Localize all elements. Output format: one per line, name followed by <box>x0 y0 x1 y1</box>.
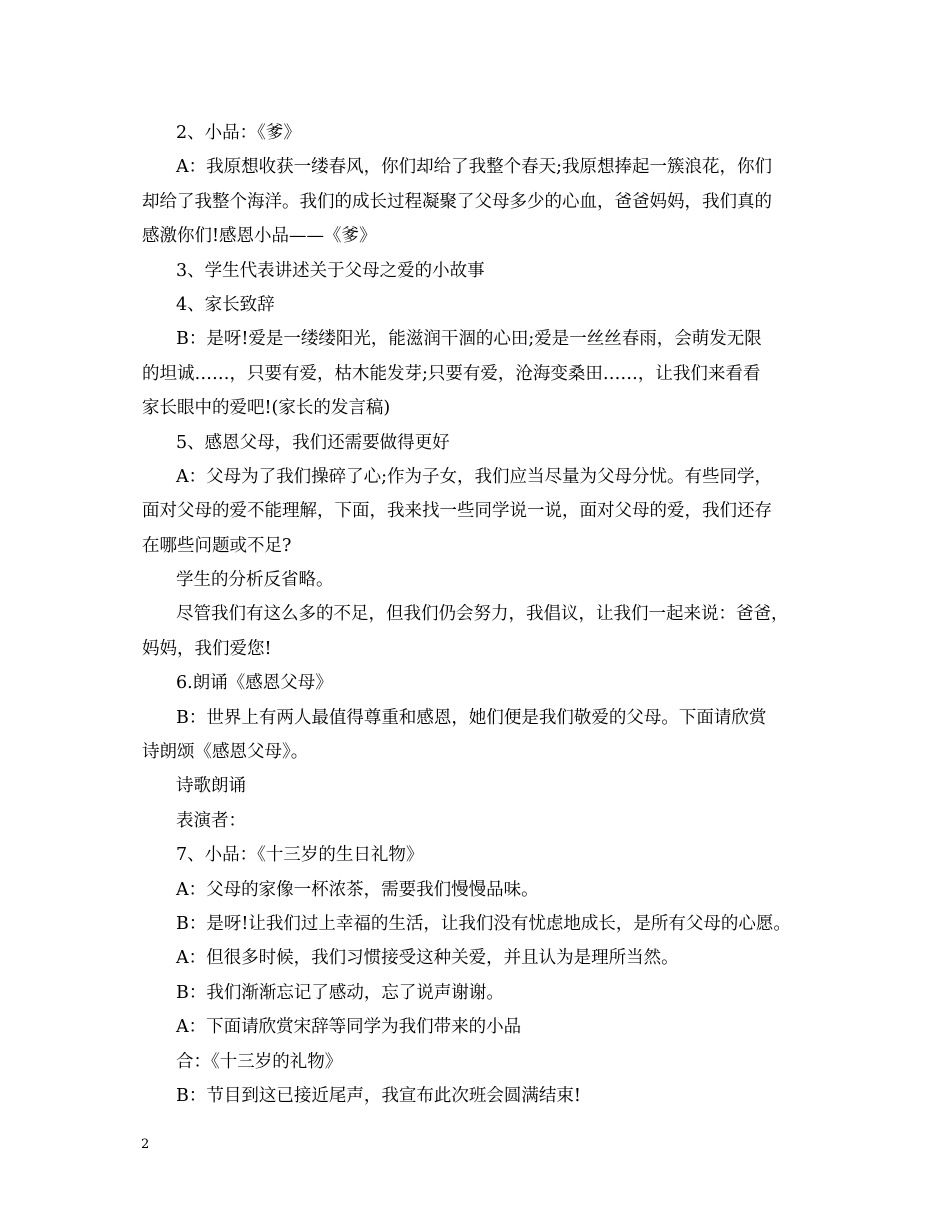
text-line: 学生的分析反省略。 <box>176 570 334 591</box>
text-line: 感激你们!感恩小品——《爹》 <box>142 226 377 247</box>
text-line: 合：《十三岁的礼物》 <box>176 1051 343 1072</box>
text-line: A：父母的家像一杯浓茶，需要我们慢慢品味。 <box>176 879 539 900</box>
text-line: B：世界上有两人最值得尊重和感恩，她们便是我们敬爱的父母。下面请欣赏 <box>176 707 767 728</box>
text-line: B：是呀!让我们过上幸福的生活，让我们没有忧虑地成长，是所有父母的心愿。 <box>176 913 791 934</box>
text-line: 尽管我们有这么多的不足，但我们仍会努力，我倡议，让我们一起来说：爸爸， <box>176 604 789 625</box>
text-line: 诗朗颂《感恩父母》。 <box>142 742 309 763</box>
text-line: A：但很多时候，我们习惯接受这种关爱，并且认为是理所当然。 <box>176 948 679 969</box>
text-line: 5、感恩父母，我们还需要做得更好 <box>176 432 450 453</box>
text-line: 4、家长致辞 <box>176 294 275 315</box>
text-line: 7、小品：《十三岁的生日礼物》 <box>176 845 424 866</box>
page-number: 2 <box>141 1137 150 1152</box>
text-line: 却给了我整个海洋。我们的成长过程凝聚了父母多少的心血，爸爸妈妈，我们真的 <box>142 191 772 212</box>
text-line: B：节目到这已接近尾声，我宣布此次班会圆满结束! <box>176 1085 581 1106</box>
text-line: 2、小品：《爹》 <box>176 123 301 143</box>
document-body <box>142 116 832 1113</box>
text-line: 的坦诚……，只要有爱，枯木能发芽;只要有爱，沧海变桑田……，让我们来看看 <box>142 363 761 384</box>
text-line: A：我原想收获一缕春风，你们却给了我整个春天;我原想捧起一簇浪花，你们 <box>176 157 773 178</box>
text-line: B：是呀!爱是一缕缕阳光，能滋润干涸的心田;爱是一丝丝春雨，会萌发无限 <box>176 329 762 350</box>
text-line: 诗歌朗诵 <box>176 776 246 797</box>
text-line: A：父母为了我们操碎了心;作为子女，我们应当尽量为父母分忧。有些同学， <box>176 466 773 487</box>
text-line: B：我们渐渐忘记了感动，忘了说声谢谢。 <box>176 982 504 1003</box>
text-line: A：下面请欣赏宋辞等同学为我们带来的小品 <box>176 1017 522 1038</box>
text-line: 3、学生代表讲述关于父母之爱的小故事 <box>176 260 485 281</box>
text-line: 6.朗诵《感恩父母》 <box>176 673 333 694</box>
text-line: 妈妈，我们爱您! <box>142 638 272 659</box>
text-line: 表演者： <box>176 810 246 831</box>
text-line: 家长眼中的爱吧!(家长的发言稿) <box>142 398 391 419</box>
text-line: 在哪些问题或不足? <box>142 535 292 556</box>
text-line: 面对父母的爱不能理解，下面，我来找一些同学说一说，面对父母的爱，我们还存 <box>142 501 772 522</box>
